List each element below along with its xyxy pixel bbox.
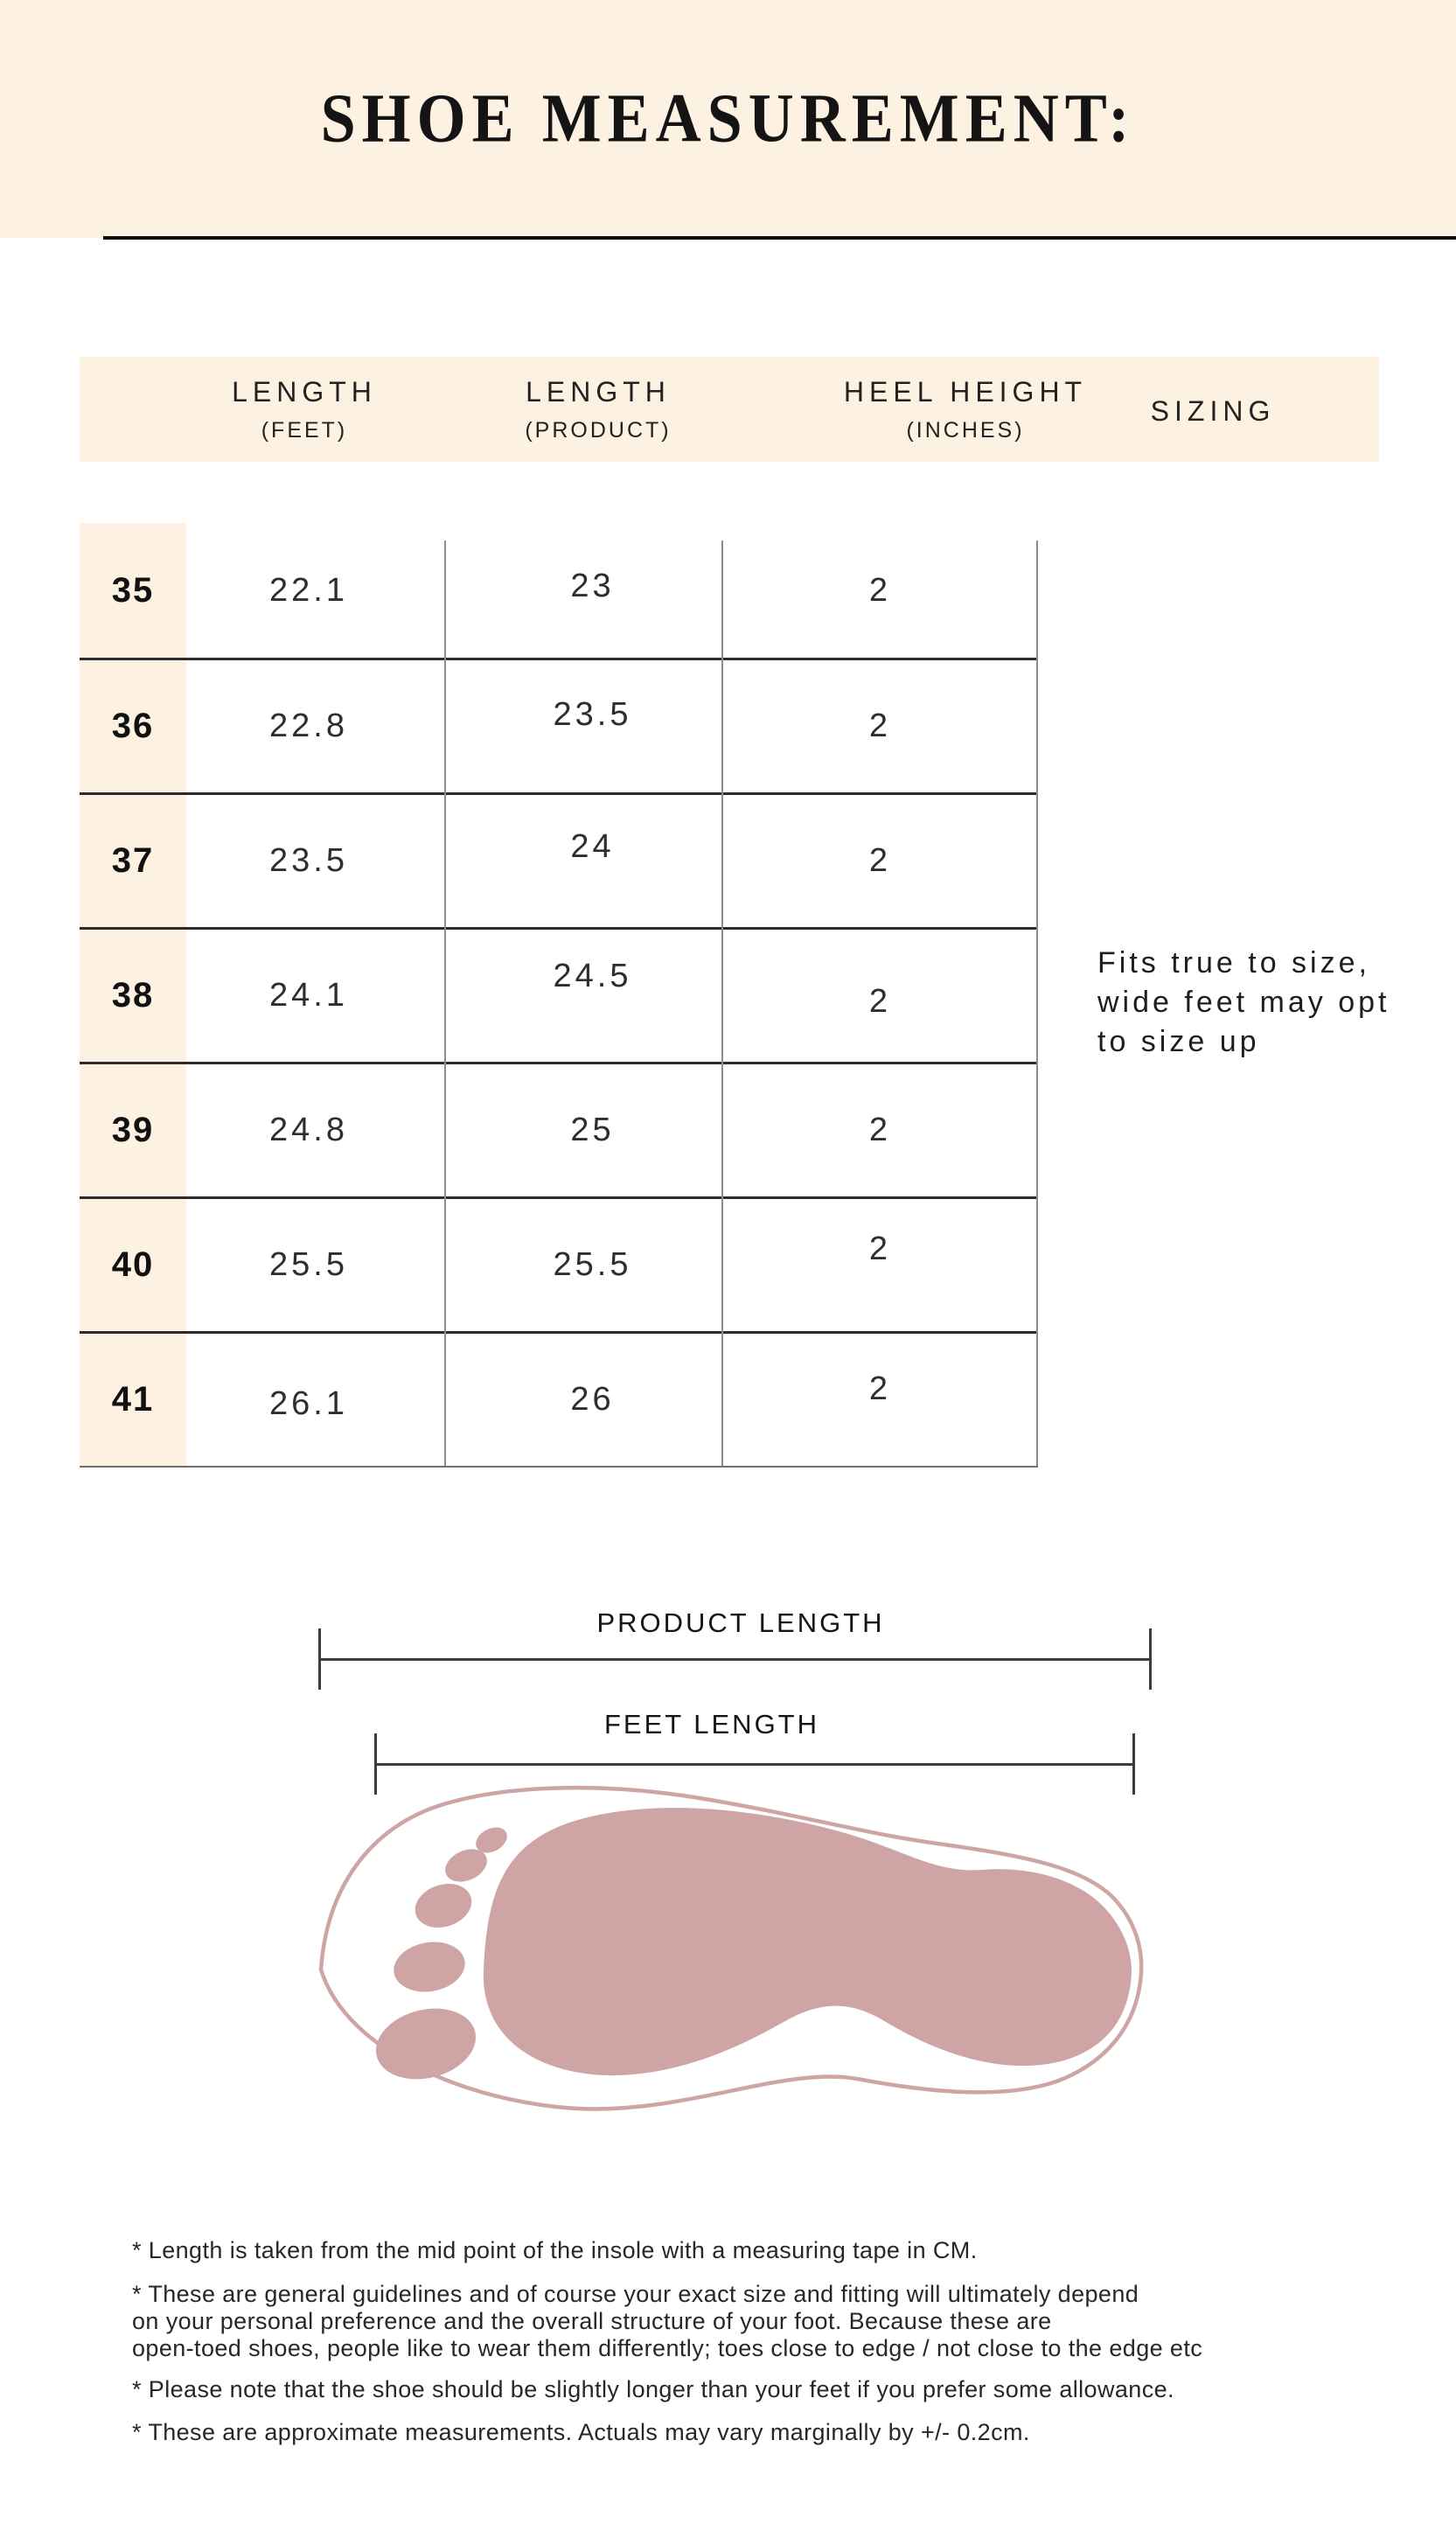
heel-height-cell: 2 bbox=[868, 983, 892, 1020]
sizing-note-line: Fits true to size, bbox=[1097, 946, 1370, 980]
table-row-size-36 bbox=[80, 658, 1038, 792]
feet-length-cell: 25.5 bbox=[269, 1246, 348, 1283]
product-length-cell: 24 bbox=[570, 828, 615, 865]
page-title: SHOE MEASUREMENT: bbox=[320, 79, 1136, 157]
feet-length-cell: 26.1 bbox=[269, 1385, 348, 1422]
table-row-size-40 bbox=[80, 1196, 1038, 1331]
feet-length-cell: 23.5 bbox=[269, 842, 348, 879]
footnote-measure-method: * Length is taken from the mid point of the insole with a measuring tape in CM. bbox=[132, 2237, 978, 2263]
sizing-note-line: wide feet may opt bbox=[1097, 986, 1390, 1019]
product-length-ruler-line bbox=[319, 1658, 1151, 1661]
feet-length-ruler-line bbox=[375, 1763, 1134, 1766]
middle-toe bbox=[409, 1877, 477, 1935]
product-length-cell: 25 bbox=[570, 1112, 615, 1148]
column-header-length-product bbox=[467, 376, 729, 443]
size-cell: 37 bbox=[80, 795, 186, 927]
size-cell: 35 bbox=[80, 523, 186, 658]
size-cell: 39 bbox=[80, 1064, 186, 1196]
footprint-pad bbox=[484, 1808, 1132, 2075]
heel-height-cell: 2 bbox=[868, 1231, 892, 1267]
column-header-heel-height bbox=[834, 376, 1097, 443]
column-header-sublabel: (FEET) bbox=[261, 418, 348, 443]
heel-height-cell: 2 bbox=[868, 571, 892, 609]
table-row-size-37 bbox=[80, 792, 1038, 927]
feet-length-cell: 22.1 bbox=[269, 571, 348, 609]
column-divider bbox=[444, 540, 446, 1466]
column-header-sizing bbox=[1082, 395, 1344, 428]
product-length-cell: 26 bbox=[570, 1381, 615, 1418]
table-header-band bbox=[80, 357, 1379, 462]
feet-length-cell: 24.1 bbox=[269, 977, 348, 1014]
footnote-line: on your personal preference and the overall structure of your foot. Because these are bbox=[132, 2308, 1052, 2334]
sizing-note bbox=[1097, 944, 1390, 1062]
column-header-sublabel: (INCHES) bbox=[906, 418, 1025, 443]
product-length-label: PRODUCT LENGTH bbox=[596, 1607, 885, 1638]
table-row-size-38 bbox=[80, 927, 1038, 1062]
footnote-tolerance: * These are approximate measurements. Actuals may vary marginally by +/- 0.2cm. bbox=[132, 2419, 1030, 2445]
table-row-size-35 bbox=[80, 523, 1038, 658]
column-header-label: LENGTH bbox=[232, 376, 377, 408]
column-header-length-feet bbox=[173, 376, 435, 443]
title-underline bbox=[103, 236, 1456, 240]
table-row-size-41 bbox=[80, 1331, 1038, 1466]
column-divider bbox=[721, 540, 723, 1466]
sizing-note-line: to size up bbox=[1097, 1025, 1260, 1058]
product-length-cell: 23.5 bbox=[553, 696, 632, 733]
table-right-border bbox=[1036, 540, 1038, 1466]
size-cell: 40 bbox=[80, 1199, 186, 1331]
ruler-tick bbox=[1149, 1628, 1152, 1690]
heel-height-cell: 2 bbox=[868, 708, 892, 744]
size-cell: 41 bbox=[80, 1334, 186, 1466]
heel-height-cell: 2 bbox=[868, 842, 892, 879]
second-toe bbox=[390, 1936, 469, 1997]
footprint-sole-icon bbox=[289, 1780, 1163, 2125]
feet-length-cell: 24.8 bbox=[269, 1112, 348, 1148]
size-table bbox=[80, 523, 1038, 1468]
column-header-label: LENGTH bbox=[526, 376, 671, 408]
heel-height-cell: 2 bbox=[868, 1370, 892, 1407]
column-header-sublabel: (PRODUCT) bbox=[525, 418, 672, 443]
product-length-cell: 24.5 bbox=[553, 958, 632, 994]
feet-length-label: FEET LENGTH bbox=[603, 1709, 820, 1740]
footnote-general-guidelines bbox=[132, 2281, 1202, 2362]
table-row-size-39 bbox=[80, 1062, 1038, 1196]
heel-height-cell: 2 bbox=[868, 1112, 892, 1148]
big-toe bbox=[368, 1998, 483, 2089]
product-length-cell: 23 bbox=[570, 567, 615, 604]
footnote-allowance: * Please note that the shoe should be slightly longer than your feet if you prefer some allowance. bbox=[132, 2376, 1174, 2402]
column-header-label: SIZING bbox=[1150, 395, 1276, 427]
product-length-cell: 25.5 bbox=[553, 1246, 632, 1283]
size-cell: 36 bbox=[80, 660, 186, 792]
feet-length-cell: 22.8 bbox=[269, 708, 348, 744]
size-cell: 38 bbox=[80, 930, 186, 1062]
footnote-line: open-toed shoes, people like to wear them differently; toes close to edge / not close to the edge etc bbox=[132, 2335, 1203, 2361]
footnote-line: * These are general guidelines and of course your exact size and fitting will ultimately depend bbox=[132, 2281, 1139, 2307]
column-header-label: HEEL HEIGHT bbox=[843, 376, 1088, 408]
ruler-tick bbox=[318, 1628, 321, 1690]
